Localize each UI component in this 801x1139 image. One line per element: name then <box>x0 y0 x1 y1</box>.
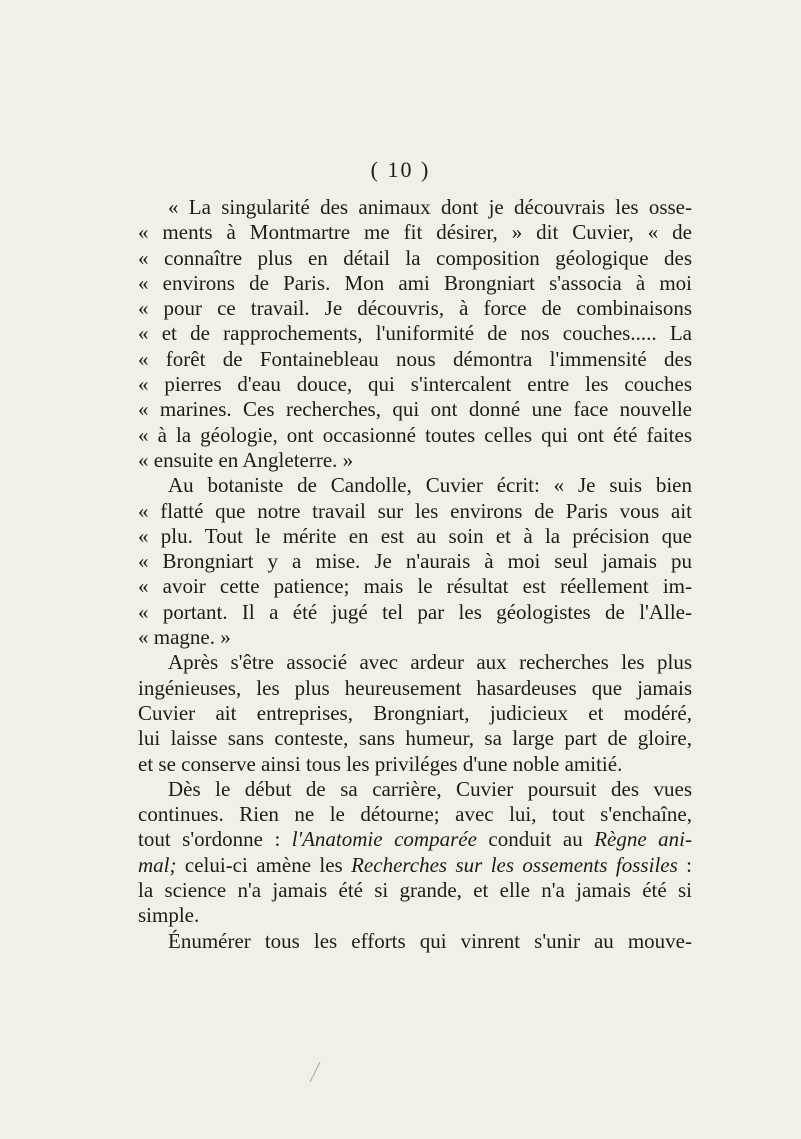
text-line: Énumérer tous les efforts qui vinrent s'unir au mouve- <box>168 928 692 953</box>
page-number: ( 10 ) <box>370 157 431 182</box>
text-line <box>138 827 692 852</box>
text-line: la science n'a jamais été si grande, et elle n'a jamais été si <box>138 878 692 903</box>
text-line: « avoir cette patience; mais le résultat est réellement im- <box>138 574 692 599</box>
body-text <box>138 195 692 954</box>
text-line: « La singularité des animaux dont je découvrais les osse- <box>168 195 692 219</box>
work-title-recherches: Recherches sur les ossements fossiles <box>351 852 678 877</box>
text-run: conduit au <box>476 827 595 852</box>
text-line: Dès le début de sa carrière, Cuvier poursuit des vues <box>168 776 692 801</box>
text-line: simple. <box>138 903 200 928</box>
work-title-anatomie: l'Anatomie comparée <box>291 827 477 852</box>
text-line: continues. Rien ne le détourne; avec lui, tout s'enchaîne, <box>138 802 692 827</box>
paragraph-brongniart <box>138 650 692 776</box>
text-line: et se conserve ainsi tous les priviléges d'une noble amitié. <box>138 751 623 776</box>
text-line: « forêt de Fontainebleau nous démontra l'immensité des <box>138 346 692 371</box>
work-title-regne-cont: mal; <box>138 852 177 877</box>
text-line: Cuvier ait entreprises, Brongniart, judicieux et modéré, <box>138 700 692 725</box>
text-run: tout s'ordonne : <box>138 827 292 852</box>
paragraph-efforts <box>138 929 692 954</box>
text-line: Au botaniste de Candolle, Cuvier écrit: « Je suis bien <box>168 473 692 498</box>
text-run: : <box>677 852 692 877</box>
text-line: « plu. Tout le mérite en est au soin et à la précision que <box>138 523 692 548</box>
text-line: Après s'être associé avec ardeur aux recherches les plus <box>168 650 692 675</box>
text-line: « à la géologie, ont occasionné toutes celles qui ont été faites <box>138 422 692 447</box>
text-line: « pour ce travail. Je découvris, à force de combinaisons <box>138 296 692 321</box>
text-line: « marines. Ces recherches, qui ont donné une face nouvelle <box>138 397 692 422</box>
work-title-regne: Règne ani- <box>594 827 692 852</box>
paragraph-career <box>138 777 692 929</box>
text-line: « flatté que notre travail sur les environs de Paris vous ait <box>138 498 692 523</box>
paragraph-candolle-letter <box>138 473 692 650</box>
pencil-mark-icon <box>305 1060 325 1084</box>
text-run: celui-ci amène les <box>176 852 352 877</box>
paragraph-cuvier-quote <box>138 195 692 473</box>
text-line: lui laisse sans conteste, sans humeur, sa large part de gloire, <box>138 726 692 751</box>
text-line: « environs de Paris. Mon ami Brongniart s'associa à moi <box>138 270 692 295</box>
text-line: « Brongniart y a mise. Je n'aurais à moi seul jamais pu <box>138 549 692 574</box>
text-line: « magne. » <box>138 625 231 650</box>
text-line: ingénieuses, les plus heureusement hasardeuses que jamais <box>138 675 692 700</box>
text-line: « pierres d'eau douce, qui s'intercalent entre les couches <box>138 372 692 397</box>
text-line: « connaître plus en détail la composition géologique des <box>138 245 692 270</box>
text-line: « et de rapprochements, l'uniformité de nos couches..... La <box>138 321 692 346</box>
text-line: « ensuite en Angleterre. » <box>138 447 354 472</box>
text-line: « portant. Il a été jugé tel par les géologistes de l'Alle- <box>138 599 692 624</box>
text-line <box>138 853 692 878</box>
text-line: « ments à Montmartre me fit désirer, » dit Cuvier, « de <box>138 220 692 245</box>
